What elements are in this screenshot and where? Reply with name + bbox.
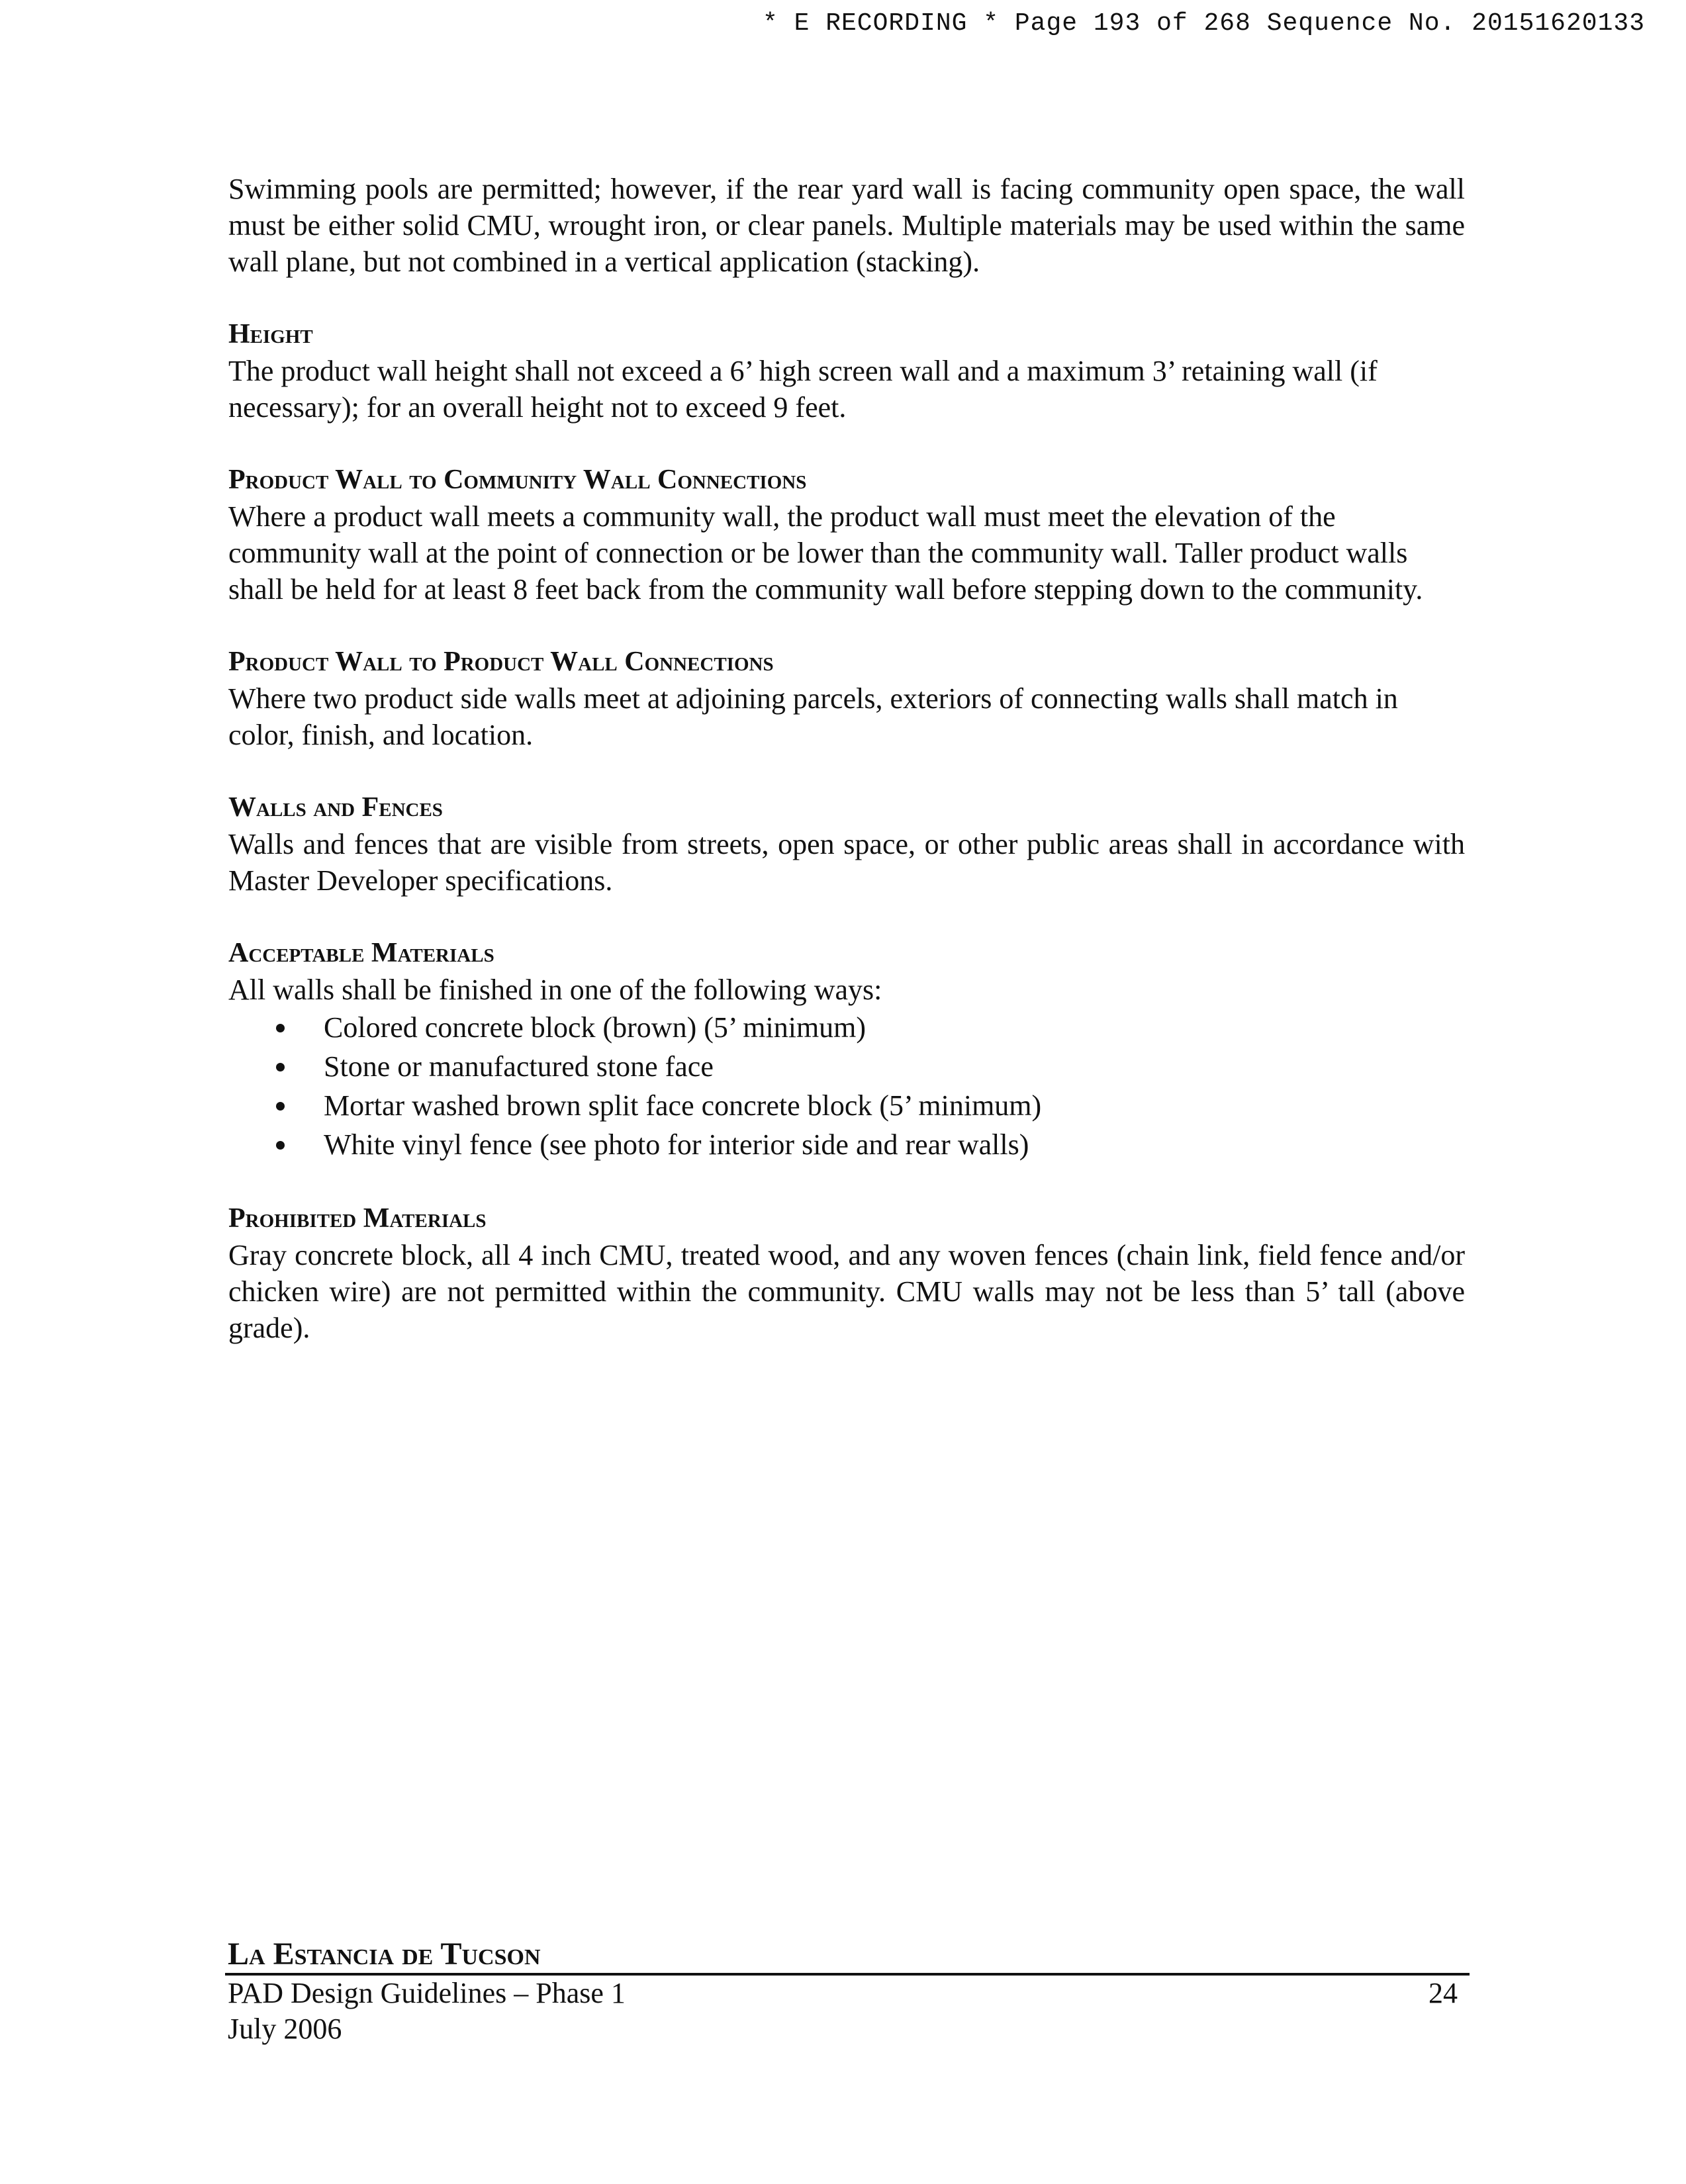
section-body: All walls shall be finished in one of the following ways: — [228, 974, 882, 1006]
list-item — [228, 1086, 1465, 1125]
section-product-to-community — [228, 462, 1465, 608]
list-item-text: Mortar washed brown split face concrete block (5’ minimum) — [324, 1089, 1042, 1122]
section-body: Where a product wall meets a community wall, the product wall must meet the elevation of the community wall at the point of connection or be lower than the community wall. Taller product walls shall be held for at least 8 feet back from the community wall before stepping down to the community. — [228, 500, 1423, 606]
section-body: Gray concrete block, all 4 inch CMU, treated wood, and any woven fences (chain link, field fence and/or chicken wire) are not permitted within the community. CMU walls may not be less than 5’ tall (above grade). — [228, 1239, 1465, 1344]
list-item-text: Stone or manufactured stone face — [324, 1050, 714, 1083]
section-body: Walls and fences that are visible from streets, open space, or other public areas shall in accordance with Master Developer specifications. — [228, 828, 1465, 897]
footer-row — [225, 1976, 1470, 2011]
intro-paragraph: Swimming pools are permitted; however, if the rear yard wall is facing community open space, the wall must be either solid CMU, wrought iron, or clear panels. Multiple materials may be used within the same wall plane, but not combined in a vertical application (stacking). — [228, 173, 1465, 278]
page-number: 24 — [1428, 1977, 1458, 2009]
list-item-text: White vinyl fence (see photo for interior side and rear walls) — [324, 1128, 1029, 1161]
section-heading: Height — [228, 319, 313, 349]
section-heading: Product Wall to Community Wall Connections — [228, 465, 807, 495]
recording-header: * E RECORDING * Page 193 of 268 Sequence No. 20151620133 — [762, 9, 1645, 38]
bullet-icon — [276, 1102, 285, 1111]
bullet-icon — [276, 1024, 285, 1032]
footer-subtitle: PAD Design Guidelines – Phase 1 — [228, 1977, 626, 2009]
footer-title: La Estancia de Tucson — [228, 1936, 541, 1972]
section-heading: Acceptable Materials — [228, 938, 494, 968]
section-heading: Product Wall to Product Wall Connections — [228, 647, 774, 677]
acceptable-materials-list — [228, 1008, 1465, 1164]
bullet-icon — [276, 1063, 285, 1071]
section-height — [228, 316, 1465, 426]
section-prohibited-materials — [228, 1201, 1465, 1346]
section-body: The product wall height shall not exceed a 6’ high screen wall and a maximum 3’ retaining wall (if necessary); for an overall height not to exceed 9 feet. — [228, 355, 1378, 424]
page-footer — [225, 1936, 1470, 2047]
section-product-to-product — [228, 644, 1465, 753]
section-body: Where two product side walls meet at adjoining parcels, exteriors of connecting walls shall match in color, finish, and location. — [228, 682, 1398, 751]
list-item — [228, 1008, 1465, 1047]
list-item-text: Colored concrete block (brown) (5’ minimum) — [324, 1011, 866, 1044]
bullet-icon — [276, 1141, 285, 1150]
section-heading: Walls and Fences — [228, 792, 443, 823]
section-walls-and-fences — [228, 790, 1465, 899]
list-item — [228, 1125, 1465, 1164]
footer-date: July 2006 — [228, 2013, 342, 2045]
section-heading: Prohibited Materials — [228, 1203, 487, 1234]
section-acceptable-materials — [228, 935, 1465, 1164]
list-item — [228, 1047, 1465, 1086]
document-body — [228, 171, 1465, 1383]
